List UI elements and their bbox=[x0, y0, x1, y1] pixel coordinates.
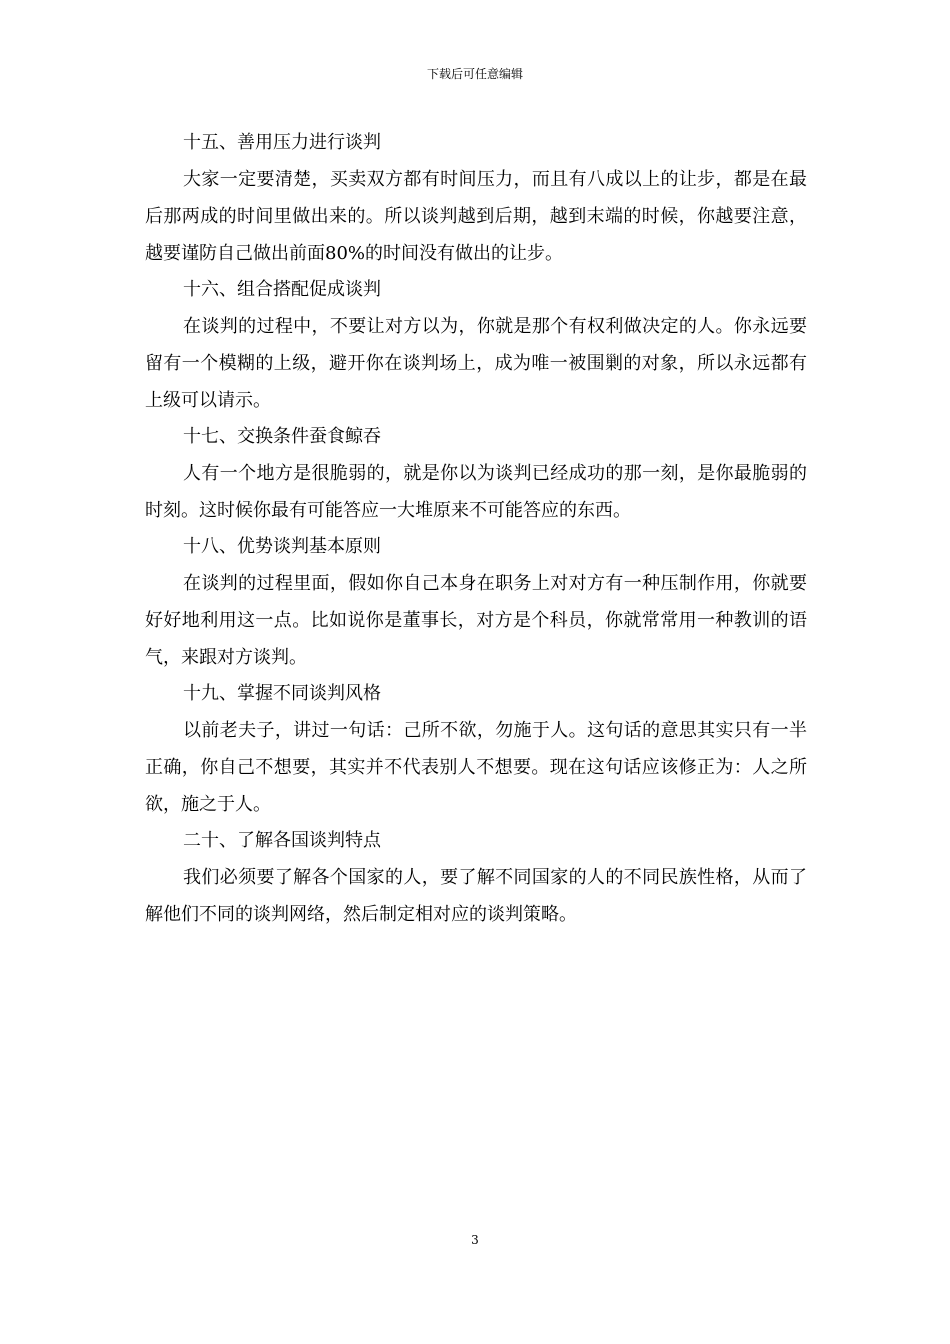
section-body-18: 在谈判的过程里面，假如你自己本身在职务上对对方有一种压制作用，你就要好好地利用这一点。比如说你是董事长，对方是个科员，你就常常用一种教训的语气，来跟对方谈判。 bbox=[145, 573, 807, 668]
section-heading-15: 十五、善用压力进行谈判 bbox=[183, 132, 381, 153]
section-body-20: 我们必须要了解各个国家的人，要了解不同国家的人的不同民族性格，从而了解他们不同的谈判网络，然后制定相对应的谈判策略。 bbox=[145, 867, 807, 925]
document-body bbox=[145, 125, 807, 933]
page-number: 3 bbox=[471, 1233, 479, 1247]
section-heading-16: 十六、组合搭配促成谈判 bbox=[183, 279, 381, 300]
page-header: 下载后可任意编辑 bbox=[426, 67, 523, 81]
section-heading-18: 十八、优势谈判基本原则 bbox=[183, 536, 381, 557]
section-heading-19: 十九、掌握不同谈判风格 bbox=[183, 683, 381, 704]
section-heading-20: 二十、了解各国谈判特点 bbox=[183, 830, 381, 851]
section-body-19: 以前老夫子，讲过一句话：己所不欲，勿施于人。这句话的意思其实只有一半正确，你自己不想要，其实并不代表别人不想要。现在这句话应该修正为：人之所欲，施之于人。 bbox=[145, 720, 807, 815]
section-body-15: 大家一定要清楚，买卖双方都有时间压力，而且有八成以上的让步，都是在最后那两成的时间里做出来的。所以谈判越到后期，越到末端的时候，你越要注意，越要谨防自己做出前面80%的时间没有做出的让步。 bbox=[145, 169, 807, 264]
section-body-16: 在谈判的过程中，不要让对方以为，你就是那个有权利做决定的人。你永远要留有一个模糊的上级，避开你在谈判场上，成为唯一被围剿的对象，所以永远都有上级可以请示。 bbox=[145, 316, 807, 411]
section-body-17: 人有一个地方是很脆弱的，就是你以为谈判已经成功的那一刻，是你最脆弱的时刻。这时候你最有可能答应一大堆原来不可能答应的东西。 bbox=[145, 463, 807, 521]
section-heading-17: 十七、交换条件蚕食鲸吞 bbox=[183, 426, 381, 447]
